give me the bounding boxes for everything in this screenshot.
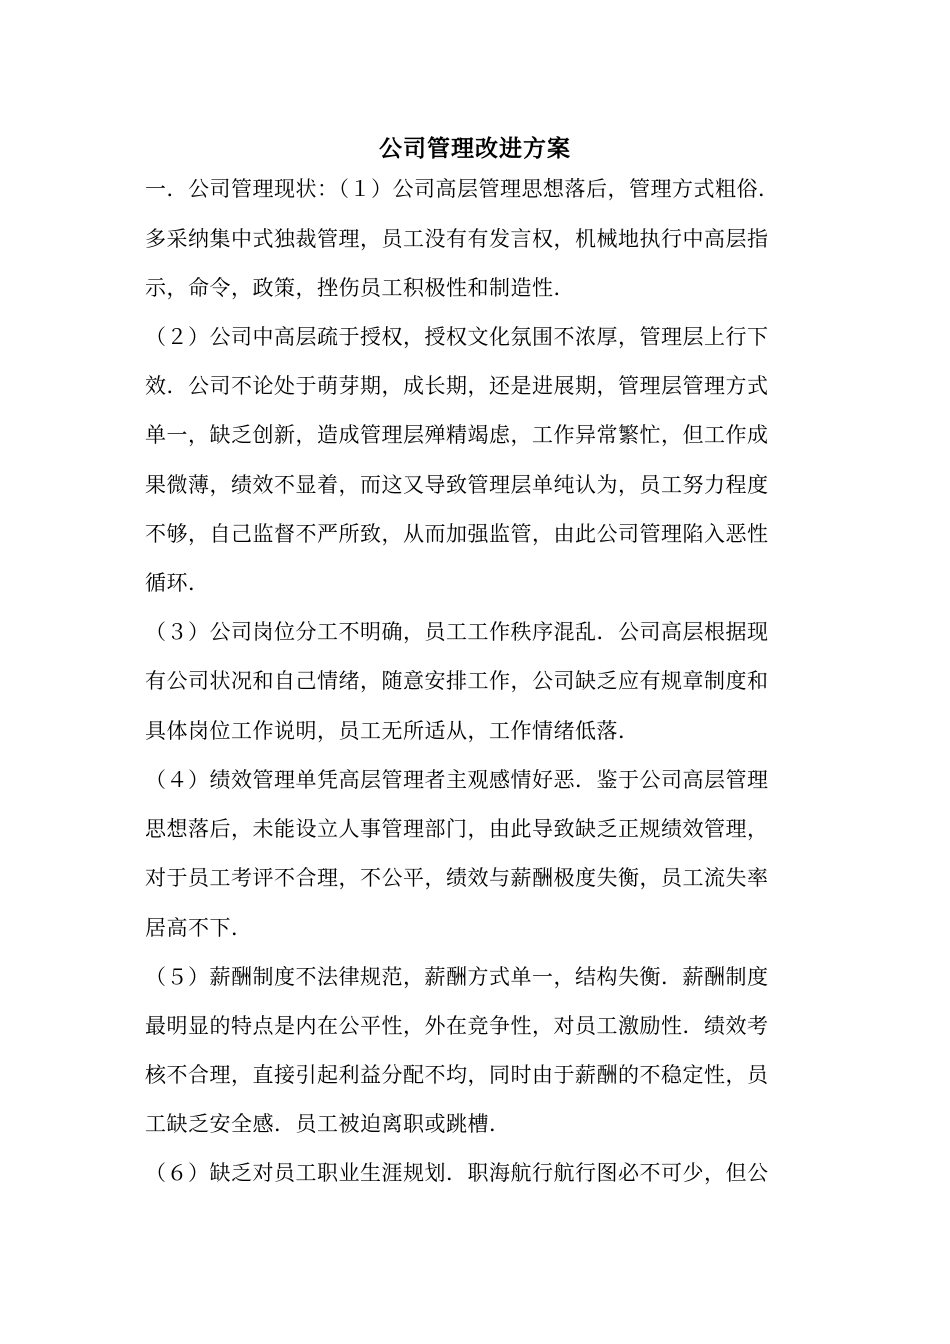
text-line: 循环．: [145, 571, 210, 595]
text-line: 示，命令，政策，挫伤员工积极性和制造性．: [145, 276, 575, 300]
document-title: 公司管理改进方案: [379, 136, 571, 162]
text-line: （４）绩效管理单凭高层管理者主观感情好恶．鉴于公司高层管理: [145, 768, 769, 792]
text-line: 居高不下．: [145, 916, 253, 940]
text-line: 具体岗位工作说明，员工无所适从，工作情绪低落．: [145, 719, 640, 743]
text-line: 核不合理，直接引起利益分配不均，同时由于薪酬的不稳定性，员: [145, 1063, 769, 1087]
text-line: （６）缺乏对员工职业生涯规划．职海航行航行图必不可少，但公: [145, 1161, 769, 1185]
text-line: 一．公司管理现状：（１）公司高层管理思想落后，管理方式粗俗．: [145, 177, 780, 201]
text-line: （５）薪酬制度不法律规范，薪酬方式单一，结构失衡．薪酬制度: [145, 965, 769, 989]
text-line: 不够，自己监督不严所致，从而加强监管，由此公司管理陷入恶性: [145, 522, 769, 546]
text-line: 多采纳集中式独裁管理，员工没有有发言权，机械地执行中高层指: [145, 227, 769, 251]
text-line: 思想落后，未能设立人事管理部门，由此导致缺乏正规绩效管理，: [145, 817, 769, 841]
text-line: 对于员工考评不合理，不公平，绩效与薪酬极度失衡，员工流失率: [145, 866, 769, 890]
text-line: 果微薄，绩效不显着，而这又导致管理层单纯认为，员工努力程度: [145, 473, 769, 497]
text-line: 效．公司不论处于萌芽期，成长期，还是进展期，管理层管理方式: [145, 374, 769, 398]
text-line: （２）公司中高层疏于授权，授权文化氛围不浓厚，管理层上行下: [145, 325, 769, 349]
text-line: 最明显的特点是内在公平性，外在竞争性，对员工激励性．绩效考: [145, 1014, 769, 1038]
text-line: 单一，缺乏创新，造成管理层殚精竭虑，工作异常繁忙，但工作成: [145, 423, 769, 447]
text-line: 工缺乏安全感．员工被迫离职或跳槽．: [145, 1112, 511, 1136]
text-line: 有公司状况和自己情绪，随意安排工作，公司缺乏应有规章制度和: [145, 669, 769, 693]
text-line: （３）公司岗位分工不明确，员工工作秩序混乱．公司高层根据现: [145, 620, 769, 644]
